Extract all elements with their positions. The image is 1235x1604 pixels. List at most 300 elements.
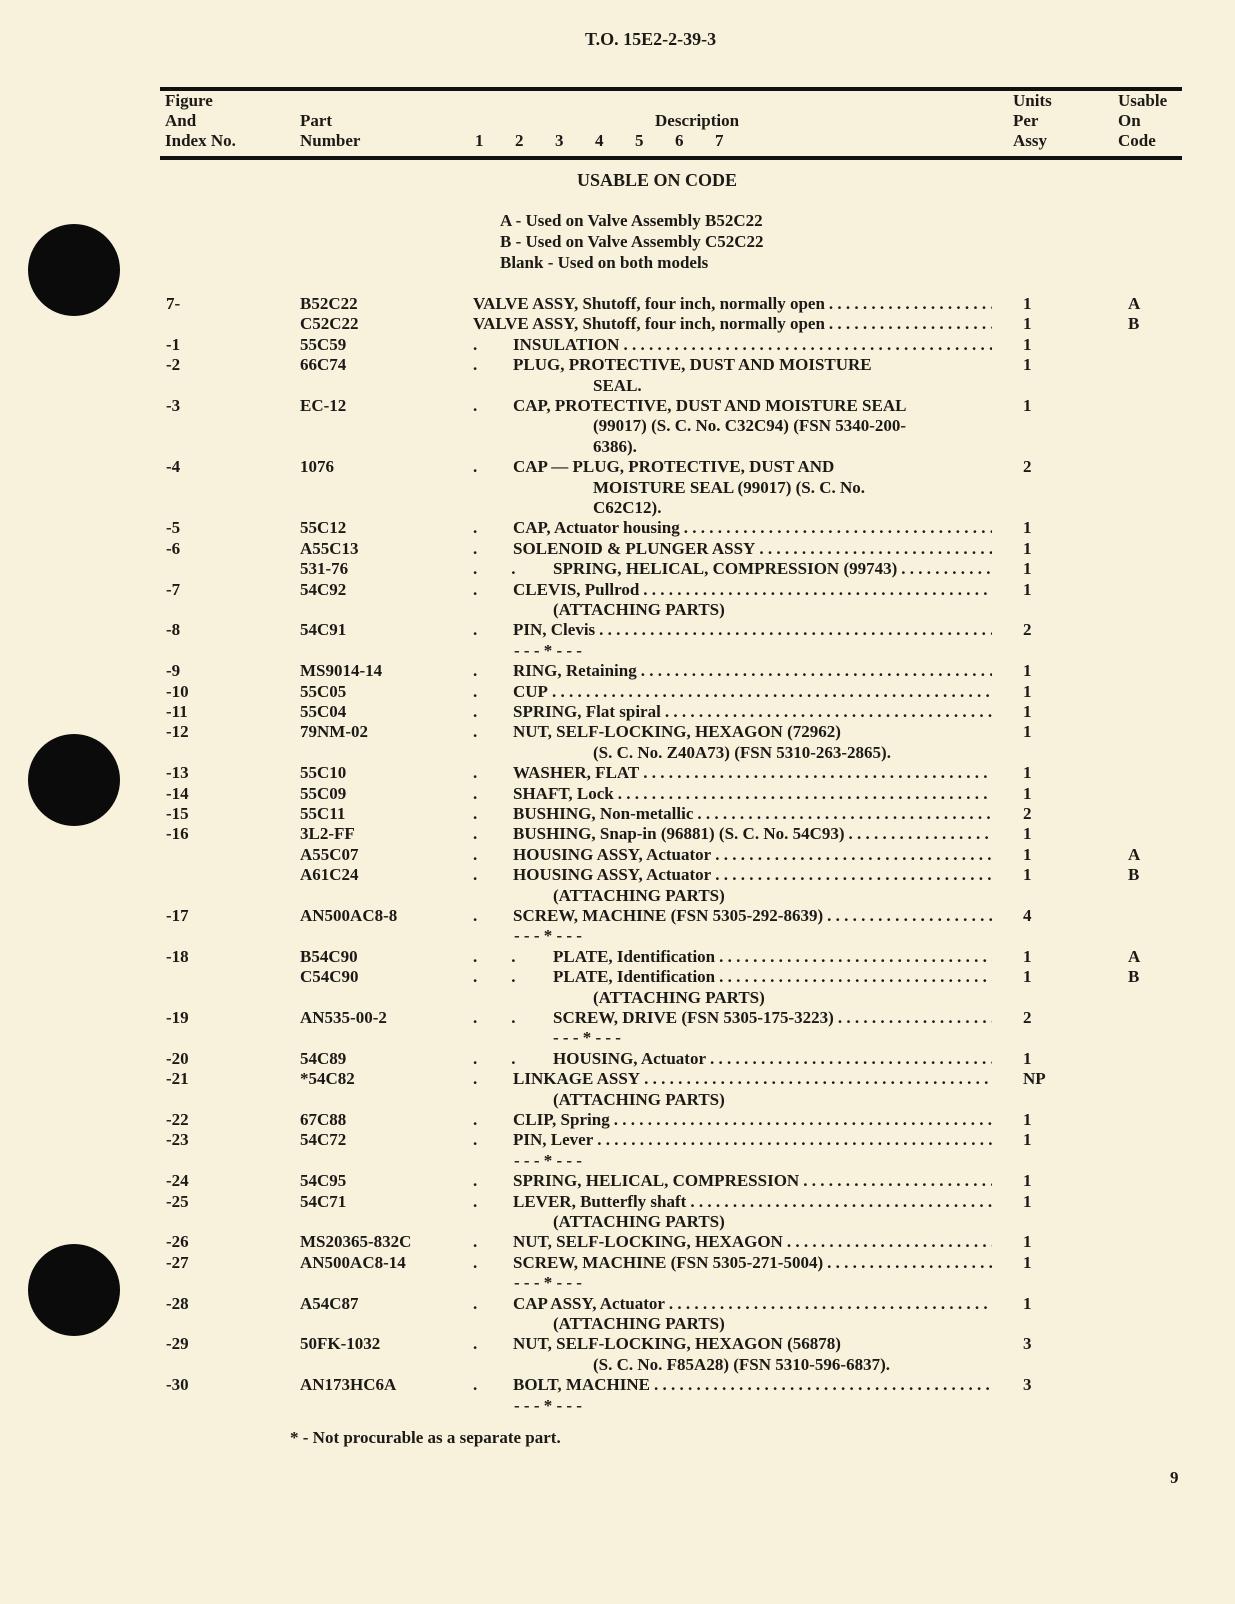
description-text: SHAFT, Lock (513, 783, 614, 803)
dot-leader (715, 967, 992, 987)
description-text: BUSHING, Non-metallic (513, 804, 694, 823)
description (513, 1110, 992, 1130)
units-per-assy: 1 (1023, 1252, 1032, 1272)
part-number: AN500AC8-14 (300, 1252, 406, 1272)
dot-leader (823, 906, 992, 926)
index-number: -22 (166, 1110, 189, 1129)
description (513, 1334, 992, 1354)
usable-on-code: B (1128, 314, 1140, 334)
units-per-assy: 1 (1023, 355, 1032, 375)
dot-leader (897, 559, 992, 579)
legend-line: Blank - Used on both models (500, 253, 709, 272)
units-per-assy: 4 (1023, 906, 1032, 925)
attaching-parts-separator: - - - * - - - (514, 1150, 582, 1170)
index-number: -10 (166, 681, 189, 701)
part-number: 55C11 (300, 804, 346, 823)
index-number: -19 (166, 1008, 189, 1027)
units-per-assy: 1 (1023, 681, 1032, 701)
header-line: On (1118, 111, 1141, 130)
description (473, 314, 992, 334)
usable-on-code-legend (500, 210, 764, 273)
col-part-header (300, 111, 360, 151)
indent-dots: . (473, 681, 478, 701)
indent-dots: . (473, 518, 478, 538)
units-per-assy: 1 (1023, 559, 1032, 579)
index-number: -6 (166, 538, 181, 558)
units-per-assy: 1 (1023, 518, 1032, 538)
description (513, 1253, 992, 1273)
index-number: -17 (166, 906, 189, 925)
description-text: NUT, SELF-LOCKING, HEXAGON (513, 1232, 783, 1252)
attaching-parts-separator: - - - * - - - (514, 1395, 582, 1415)
dot-leader (593, 1130, 992, 1150)
indent-dots: . (473, 1191, 478, 1211)
dot-leader (823, 1253, 992, 1273)
description-text: SCREW, MACHINE (FSN 5305-292-8639) (513, 906, 824, 925)
description (513, 620, 992, 640)
col-figure-header (165, 91, 236, 151)
indent-dots: . (473, 722, 478, 742)
part-number: 3L2-FF (300, 824, 355, 844)
description-text: INSULATION (513, 334, 620, 354)
header-line: Units (1013, 91, 1052, 110)
indent-dots: . (473, 538, 478, 558)
dot-leader (825, 294, 992, 314)
part-number: A55C07 (300, 844, 359, 864)
description (513, 580, 992, 600)
index-number: -5 (166, 518, 181, 538)
dot-leader (640, 1069, 992, 1089)
dot-leader (783, 1232, 992, 1252)
description-text: SPRING, HELICAL, COMPRESSION (99743) (553, 559, 898, 579)
binder-hole (28, 1244, 120, 1336)
description-text: SOLENOID & PLUNGER ASSY (513, 538, 756, 558)
header-line: Number (300, 131, 361, 150)
description-text: LINKAGE ASSY (513, 1069, 641, 1089)
attaching-parts-label: (ATTACHING PARTS) (553, 885, 725, 905)
indent-dots: . (473, 844, 478, 864)
level-number: 6 (675, 131, 684, 150)
part-number: 54C91 (300, 620, 347, 640)
page-header: T.O. 15E2-2-39-3 (585, 29, 717, 49)
units-per-assy: 1 (1023, 1110, 1032, 1129)
usable-on-code: B (1128, 967, 1140, 987)
description-text: WASHER, FLAT (513, 763, 640, 783)
header-line: Part (300, 111, 333, 130)
header-line: Per (1013, 111, 1039, 130)
units-per-assy: NP (1023, 1069, 1046, 1089)
description-text: HOUSING ASSY, Actuator (513, 865, 712, 885)
description-continuation: (99017) (S. C. No. C32C94) (FSN 5340-200- (593, 416, 907, 436)
units-per-assy: 1 (1023, 334, 1032, 354)
description-text: CAP ASSY, Actuator (513, 1293, 665, 1313)
description-text: LEVER, Butterfly shaft (513, 1191, 687, 1211)
dot-leader (639, 580, 992, 600)
dot-leader (610, 1110, 992, 1130)
part-number: C52C22 (300, 314, 359, 334)
part-number: 54C72 (300, 1130, 347, 1150)
units-per-assy: 3 (1023, 1334, 1032, 1354)
indent-dots: . (473, 1232, 478, 1252)
indent-dots: . (473, 1110, 478, 1129)
description (513, 396, 992, 416)
binder-hole (28, 224, 120, 316)
header-line: Index No. (165, 131, 236, 150)
description (553, 559, 992, 579)
description (513, 845, 992, 865)
units-per-assy: 1 (1023, 702, 1032, 721)
part-number: 55C05 (300, 681, 347, 701)
attaching-parts-label: (ATTACHING PARTS) (553, 1212, 725, 1231)
dot-leader (595, 620, 992, 640)
description (513, 518, 992, 538)
dot-leader (693, 804, 992, 824)
indent-dots: . (473, 1069, 478, 1089)
index-number: -12 (166, 722, 189, 742)
units-per-assy: 1 (1023, 824, 1032, 844)
indent-dots: . . (473, 967, 516, 987)
dot-leader (665, 1294, 992, 1314)
level-number: 2 (515, 131, 524, 150)
dot-leader (834, 1008, 992, 1028)
description (513, 355, 992, 375)
description (473, 294, 992, 314)
description-text: NUT, SELF-LOCKING, HEXAGON (72962) (513, 722, 841, 742)
description (513, 906, 992, 926)
dot-leader (639, 763, 992, 783)
col-description-header: Description (655, 111, 740, 130)
index-number: -8 (166, 620, 181, 640)
header-line: Figure (165, 91, 213, 110)
part-number: EC-12 (300, 396, 347, 415)
description (553, 1008, 992, 1028)
index-number: -15 (166, 804, 189, 823)
part-number: AN535-00-2 (300, 1008, 387, 1027)
dot-leader (711, 845, 992, 865)
description (513, 1375, 992, 1395)
index-number: 7- (166, 294, 181, 313)
part-number: A61C24 (300, 865, 359, 885)
index-number: -29 (166, 1334, 189, 1354)
indent-dots: . (473, 334, 478, 354)
header-line: Code (1118, 131, 1156, 150)
description-text: NUT, SELF-LOCKING, HEXAGON (56878) (513, 1334, 841, 1354)
index-number: -28 (166, 1293, 189, 1313)
description-text: RING, Retaining (513, 661, 637, 681)
header-line: Usable (1118, 91, 1168, 110)
index-number: -16 (166, 824, 189, 844)
units-per-assy: 2 (1023, 457, 1032, 477)
attaching-parts-separator: - - - * - - - (553, 1028, 621, 1048)
header-bottom-rule (160, 156, 1182, 160)
dot-leader (845, 824, 992, 844)
index-number: -26 (166, 1232, 189, 1252)
dot-leader (715, 947, 992, 967)
header-line: And (165, 111, 197, 130)
indent-dots: . (473, 824, 478, 844)
level-number: 3 (555, 131, 564, 150)
units-per-assy: 1 (1023, 294, 1032, 313)
part-number: 55C09 (300, 783, 347, 803)
description (513, 702, 992, 722)
units-per-assy: 2 (1023, 1008, 1032, 1027)
description (513, 784, 992, 804)
index-number: -14 (166, 783, 189, 803)
indent-dots: . . (473, 1008, 516, 1027)
description-text: CLIP, Spring (513, 1110, 610, 1129)
units-per-assy: 1 (1023, 1171, 1032, 1191)
indent-dots: . (473, 1130, 478, 1150)
attaching-parts-label: (ATTACHING PARTS) (553, 1089, 725, 1109)
index-number: -18 (166, 946, 189, 966)
dot-leader (755, 539, 992, 559)
description-text: HOUSING, Actuator (553, 1048, 706, 1068)
dot-leader (637, 661, 992, 681)
description-text: CAP, Actuator housing (513, 518, 680, 538)
part-number: B52C22 (300, 294, 358, 313)
description-text: PIN, Lever (513, 1130, 594, 1150)
description (513, 1171, 992, 1191)
attaching-parts-label: (ATTACHING PARTS) (553, 1314, 725, 1333)
legend-line: A - Used on Valve Assembly B52C22 (500, 211, 763, 230)
usable-on-code-title: USABLE ON CODE (577, 170, 738, 190)
part-number: 55C10 (300, 763, 347, 783)
part-number: 54C92 (300, 579, 347, 599)
description (513, 1192, 992, 1212)
index-number: -7 (166, 579, 181, 599)
indent-dots: . (473, 865, 478, 885)
description (513, 457, 992, 477)
indent-dots: . . (473, 946, 516, 966)
part-number: A54C87 (300, 1293, 359, 1313)
attaching-parts-separator: - - - * - - - (514, 926, 582, 946)
description-continuation: SEAL. (593, 375, 642, 395)
col-usable-header (1118, 91, 1167, 151)
part-number: 55C12 (300, 518, 347, 538)
description-text: SCREW, DRIVE (FSN 5305-175-3223) (553, 1008, 834, 1027)
description-continuation: (S. C. No. F85A28) (FSN 5310-596-6837). (593, 1354, 891, 1374)
index-number: -30 (166, 1375, 189, 1395)
description-continuation: 6386). (593, 436, 637, 456)
indent-dots: . (473, 1252, 478, 1272)
usable-on-code: B (1128, 865, 1140, 885)
part-number: AN173HC6A (300, 1375, 397, 1395)
description-text: SCREW, MACHINE (FSN 5305-271-5004) (513, 1252, 824, 1272)
part-number: *54C82 (300, 1069, 355, 1089)
description-continuation: (S. C. No. Z40A73) (FSN 5310-263-2865). (593, 742, 891, 762)
indent-dots: . (473, 661, 478, 681)
description (513, 722, 992, 742)
indent-dots: . (473, 1171, 478, 1191)
part-number: 67C88 (300, 1110, 347, 1129)
dot-leader (614, 784, 992, 804)
index-number: -25 (166, 1191, 189, 1211)
part-number: MS9014-14 (300, 661, 383, 681)
description-text: PIN, Clevis (513, 620, 596, 640)
description-text: CAP, PROTECTIVE, DUST AND MOISTURE SEAL (513, 396, 907, 415)
part-number: 54C71 (300, 1191, 347, 1211)
part-number: 55C59 (300, 334, 347, 354)
description (513, 804, 992, 824)
usable-on-code: A (1128, 844, 1141, 864)
description-text: PLATE, Identification (553, 946, 716, 966)
indent-dots: . (473, 763, 478, 783)
units-per-assy: 1 (1023, 538, 1032, 558)
indent-dots: . (473, 396, 478, 415)
units-per-assy: 3 (1023, 1375, 1032, 1395)
part-number: 50FK-1032 (300, 1334, 381, 1354)
dot-leader (661, 702, 992, 722)
units-per-assy: 1 (1023, 722, 1032, 742)
dot-leader (680, 518, 992, 538)
index-number: -20 (166, 1048, 189, 1068)
units-per-assy: 1 (1023, 783, 1032, 803)
indent-dots: . (473, 620, 478, 640)
part-number: 66C74 (300, 355, 347, 375)
description-text: VALVE ASSY, Shutoff, four inch, normally open (473, 314, 825, 334)
indent-dots: . (473, 702, 478, 721)
description-text: SPRING, Flat spiral (513, 702, 661, 721)
dot-leader (711, 865, 992, 885)
description-text: PLATE, Identification (553, 967, 716, 987)
description (553, 967, 992, 987)
units-per-assy: 1 (1023, 579, 1032, 599)
units-per-assy: 1 (1023, 314, 1032, 334)
description-text: SPRING, HELICAL, COMPRESSION (513, 1171, 800, 1191)
dot-leader (619, 335, 992, 355)
part-number: 54C89 (300, 1048, 347, 1068)
part-number: 55C04 (300, 702, 347, 721)
indent-dots: . (473, 783, 478, 803)
description-text: VALVE ASSY, Shutoff, four inch, normally open (473, 294, 825, 313)
description-text: CAP — PLUG, PROTECTIVE, DUST AND (513, 457, 835, 477)
usable-on-code: A (1128, 294, 1141, 313)
description (513, 1294, 992, 1314)
index-number: -9 (166, 661, 181, 681)
level-number: 5 (635, 131, 644, 150)
part-number: C54C90 (300, 967, 359, 987)
part-number: 531-76 (300, 559, 349, 579)
indent-dots: . (473, 1375, 478, 1395)
description (513, 1069, 992, 1089)
units-per-assy: 1 (1023, 1130, 1032, 1150)
units-per-assy: 1 (1023, 946, 1032, 966)
description-continuation: MOISTURE SEAL (99017) (S. C. No. (593, 477, 866, 497)
index-number: -27 (166, 1252, 189, 1272)
description-text: BOLT, MACHINE (513, 1375, 650, 1395)
description-continuation: C62C12). (593, 498, 662, 517)
description (513, 763, 992, 783)
header-line: Assy (1013, 131, 1048, 150)
units-per-assy: 1 (1023, 396, 1032, 415)
usable-on-code: A (1128, 946, 1141, 966)
legend-line: B - Used on Valve Assembly C52C22 (500, 232, 764, 251)
index-number: -21 (166, 1069, 189, 1089)
part-number: 54C95 (300, 1171, 347, 1191)
part-number: 1076 (300, 457, 334, 477)
footnote: * - Not procurable as a separate part. (290, 1428, 561, 1447)
attaching-parts-label: (ATTACHING PARTS) (593, 987, 765, 1007)
index-number: -4 (166, 457, 181, 477)
part-number: MS20365-832C (300, 1232, 412, 1252)
level-number: 4 (595, 131, 604, 150)
units-per-assy: 1 (1023, 967, 1032, 987)
level-number: 1 (475, 131, 484, 150)
index-number: -11 (166, 702, 188, 721)
units-per-assy: 1 (1023, 1232, 1032, 1252)
description-text: CLEVIS, Pullrod (513, 579, 640, 599)
indent-dots: . (473, 1334, 478, 1354)
dot-leader (706, 1049, 992, 1069)
attaching-parts-label: (ATTACHING PARTS) (553, 600, 725, 619)
units-per-assy: 1 (1023, 1048, 1032, 1068)
description-text: BUSHING, Snap-in (96881) (S. C. No. 54C93) (513, 824, 845, 844)
description (513, 661, 992, 681)
attaching-parts-separator: - - - * - - - (514, 640, 582, 660)
indent-dots: . (473, 1293, 478, 1313)
units-per-assy: 1 (1023, 865, 1032, 885)
indent-dots: . (473, 906, 478, 925)
units-per-assy: 2 (1023, 620, 1032, 640)
attaching-parts-separator: - - - * - - - (514, 1273, 582, 1293)
description (513, 1130, 992, 1150)
index-number: -3 (166, 396, 181, 415)
index-number: -13 (166, 763, 189, 783)
description (513, 865, 992, 885)
indent-dots: . (473, 457, 478, 477)
index-number: -24 (166, 1171, 189, 1191)
dot-leader (825, 314, 992, 334)
units-per-assy: 1 (1023, 1293, 1032, 1313)
index-number: -2 (166, 355, 181, 375)
level-number: 7 (715, 131, 724, 150)
index-number: -23 (166, 1130, 189, 1150)
dot-leader (799, 1171, 992, 1191)
part-number: AN500AC8-8 (300, 906, 398, 925)
indent-dots: . (473, 579, 478, 599)
units-per-assy: 1 (1023, 661, 1032, 681)
indent-dots: . (473, 355, 478, 375)
description (513, 1232, 992, 1252)
index-number: -1 (166, 334, 181, 354)
page-number: 9 (1170, 1468, 1179, 1487)
indent-dots: . . (473, 559, 516, 579)
col-units-header (1013, 91, 1052, 151)
units-per-assy: 1 (1023, 763, 1032, 783)
description-text: PLUG, PROTECTIVE, DUST AND MOISTURE (513, 355, 872, 375)
dot-leader (686, 1192, 992, 1212)
part-number: A55C13 (300, 538, 359, 558)
units-per-assy: 2 (1023, 804, 1032, 823)
part-number: B54C90 (300, 946, 358, 966)
binder-hole (28, 734, 120, 826)
description (553, 1049, 992, 1069)
dot-leader (548, 682, 992, 702)
part-number: 79NM-02 (300, 722, 368, 742)
description (513, 824, 992, 844)
indent-dots: . . (473, 1048, 516, 1068)
description (513, 335, 992, 355)
description-text: HOUSING ASSY, Actuator (513, 844, 712, 864)
description (553, 947, 992, 967)
dot-leader (650, 1375, 992, 1395)
description-text: CUP (513, 681, 548, 701)
description (513, 682, 992, 702)
description (513, 539, 992, 559)
units-per-assy: 1 (1023, 1191, 1032, 1211)
units-per-assy: 1 (1023, 844, 1032, 864)
indent-dots: . (473, 804, 478, 823)
